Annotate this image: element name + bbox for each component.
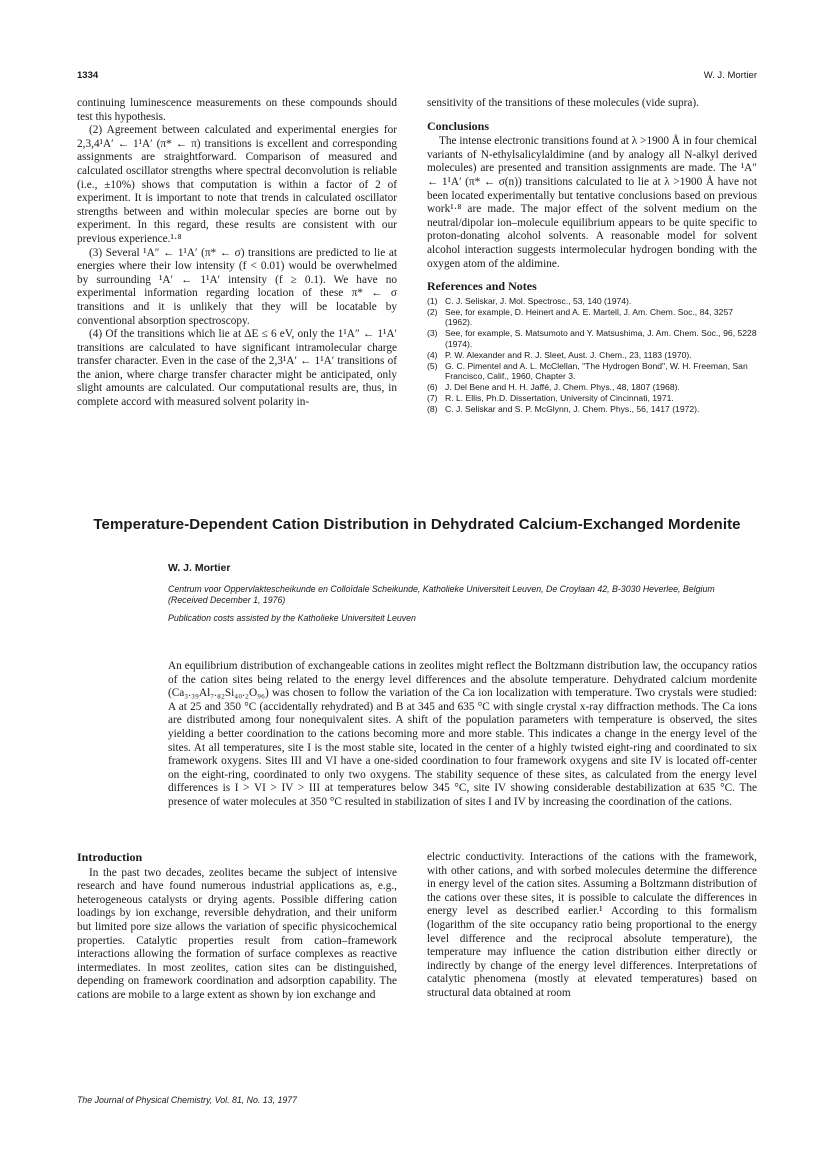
paragraph: (3) Several ¹A″ ← 1¹A′ (π* ← σ) transitions are predicted to lie at energies where their low intensity (f < 0.01) would be overwhelmed by surrounding ¹A′ ← 1¹A′ intensity (f ≥ 0.1). We have no experimental information regarding location of these π* ← σ transitions and it is unlikely that they will be locatable by conventional absorption spectroscopy. [77,246,397,327]
paragraph: continuing luminescence measurements on these compounds should test this hypothesis. [77,97,397,123]
introduction-right-column [427,851,757,1001]
abstract: An equilibrium distribution of exchangeable cations in zeolites might reflect the Boltzmann distribution law, the occupancy ratios of the cation sites being related to the energy level differences and the absolute temperature. Dehydrated calcium mordenite (Ca₃.₃₉Al₇.₈₂Si₄₀.₂O₉₆) was chosen to follow the variation of the Ca ion localization with temperature. Two crystals were studied: A at 25 and 350 °C (accidentally rehydrated) and B at 345 and 635 °C with single crystal x-ray diffraction methods. The Ca ions are distributed among four nonequivalent sites. A shift of the population parameters with temperature is observed, the sites yielding a better coordination to the cations becoming more and more stable. This indicates a change in the energy level of the sites. At all temperatures, site I is the most stable site, located in the center of a highly twisted eight-ring and coordinated to six framework oxygens. Sites III and VI have a one-sided coordination to four framework oxygens and site IV is located off-center on the eight-ring, coordinated to only two oxygens. The stability sequence of these sites, as calculated from the energy level differences is I > VI > IV > III at temperatures below 345 °C, site IV showing considerable destabilization at 635 °C. The presence of water molecules at 350 °C resulted in stabilization of sites I and IV by increasing the coordination of the cations. [168,660,757,808]
author-affiliation: Centrum voor Oppervlaktescheikunde en Colloïdale Scheikunde, Katholieke Universiteit Leuven, De Croylaan 42, B-3030 Heverlee, Belgium (Received December 1, 1976) [168,584,715,605]
page-number: 1334 [77,70,99,81]
reference-item: (3) See, for example, S. Matsumoto and Y. Matsushima, J. Am. Chem. Soc., 96, 5228 (1974). [427,328,757,349]
references-list [427,296,757,415]
previous-article-right-column [427,97,757,414]
reference-item: (7) R. L. Ellis, Ph.D. Dissertation, University of Cincinnati, 1971. [427,392,674,403]
publication-costs-note: Publication costs assisted by the Katholieke Universiteit Leuven [168,613,416,623]
reference-item: (4) P. W. Alexander and R. J. Sleet, Aust. J. Chem., 23, 1183 (1970). [427,349,692,360]
paragraph: sensitivity of the transitions of these molecules (vide supra). [427,97,700,109]
introduction-paragraph: In the past two decades, zeolites became the subject of intensive research and have found numerous industrial applications as, e.g., heterogeneous catalysts or drying agents. Possible differing cation loadings by ion exchange, reversible dehydration, and their uniform but limited pore size allows the variation of specific physicochemical properties. Catalytic properties result from cation–framework interactions allowing the formation of surface complexes as reactive intermediates. In most zeolites, cation sites can be distinguished, depending on framework coordination and adsorption capability. The cations are mobile to a large extent as shown by ion exchange and [77,866,397,1001]
reference-item: (2) See, for example, D. Heinert and A. E. Martell, J. Am. Chem. Soc., 84, 3257 (1962). [427,306,734,328]
previous-article-left-column [77,97,397,410]
introduction-heading: Introduction [77,850,143,864]
article-author: W. J. Mortier [168,562,231,574]
reference-item: (5) G. C. Pimentel and A. L. McClellan, "The Hydrogen Bond", W. H. Freeman, San Francisco, Calif., 1960, Chapter 3. [427,360,748,382]
article-title: Temperature-Dependent Cation Distribution in Dehydrated Calcium-Exchanged Mordenite [93,516,741,533]
running-author: W. J. Mortier [703,70,757,81]
introduction-left-column [77,851,397,1003]
reference-item: (6) J. Del Bene and H. H. Jaffé, J. Chem. Phys., 48, 1807 (1968). [427,382,680,393]
conclusions-heading: Conclusions [427,118,490,133]
reference-item: (8) C. J. Seliskar and S. P. McGlynn, J. Chem. Phys., 56, 1417 (1972). [427,403,700,414]
journal-footer: The Journal of Physical Chemistry, Vol. 81, No. 13, 1977 [77,1095,298,1105]
references-heading: References and Notes [427,279,537,294]
reference-item: (1) C. J. Seliskar, J. Mol. Spectrosc., 53, 140 (1974). [427,295,632,306]
conclusions-paragraph: The intense electronic transitions found at λ >1900 Å in four chemical variants of N-ethylsalicylaldimine (and by analogy all N-alkyl derived molecules) are presented and transition assignments are made. The ¹A″ ← 1¹A′ (π* ← σ(n)) transitions calculated to lie at λ >1900 Å have not been located experimentally but tentative conclusions based on previous work¹·⁸ are made. The major effect of the solvent medium on the neutral/dipolar ion–molecule equilibrium appears to be quite specific to proton-donating alcohol solvents. A reasonable model for solvent alcohol interaction suggests intermolecular hydrogen bonding with the oxygen atom of the aldimine. [427,135,757,270]
paragraph: (2) Agreement between calculated and experimental energies for 2,3,4¹A′ ← 1¹A′ (π* ← π) transitions is excellent and corresponding assignments are straightforward. Comparison of measured and calculated oscillator strengths where spectral deconvolution is reliable (i.e., ±10%) shows that computation is within a factor of 2 of experiment. It is important to note that trends in calculated oscillator strengths between and within molecular species are borne out by experiment. In this regard, these results are consistent with our previous experience.¹·⁸ [77,124,397,245]
introduction-paragraph-continued: electric conductivity. Interactions of the cations with the framework, with other cations, and with sorbed molecules determine the difference in energy level of the cation sites. Assuming a Boltzmann distribution of the cations over these sites, it is possible to calculate the differences in energy level as described earlier.¹ According to this formalism (logarithm of the site occupancy ratio being proportional to the energy level difference and the reciprocal absolute temperature), the temperature may influence the cation distribution either directly or indirectly by change of the energy level differences. Interpretations of catalytic phenomena (mostly at elevated temperatures) based on structural data obtained at room [427,851,757,999]
paragraph: (4) Of the transitions which lie at ΔE ≤ 6 eV, only the 1¹A″ ← 1¹A′ transitions are calculated to have significant intramolecular charge transfer character. Even in the case of the 2,3¹A′ ← 1¹A′ transitions of the anion, where charge transfer character might be anticipated, only slight amounts are calculated. Our computational results are, thus, in complete accord with measured solvent polarity in- [77,328,397,409]
